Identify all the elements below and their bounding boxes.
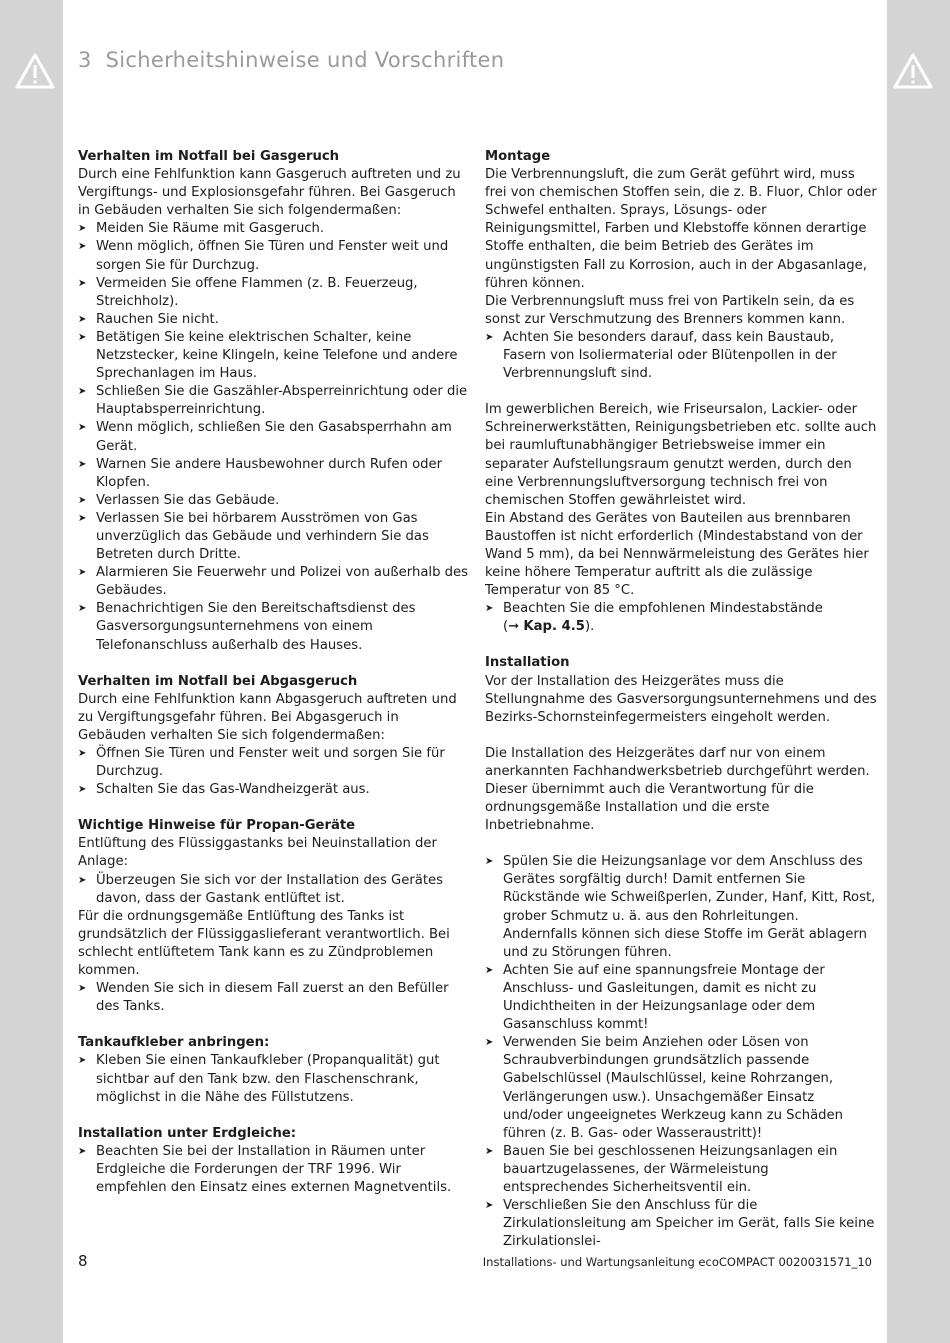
instruction-list: [78, 980, 470, 1016]
chapter-title: Sicherheitshinweise und Vorschriften: [105, 48, 505, 72]
instruction-list: [78, 872, 470, 908]
list-item: ➤ Rauchen Sie nicht.: [78, 311, 470, 329]
section-montage: [485, 148, 877, 636]
section-heading: Wichtige Hinweise für Propan-Geräte: [78, 818, 356, 834]
right-column: [482, 148, 877, 1269]
section-flue-gas-odor: [78, 673, 470, 800]
list-item-text: Beachten Sie die empfohlenen Mindestabstände: [503, 601, 823, 617]
list-item: ➤ Meiden Sie Räume mit Gasgeruch.: [78, 220, 470, 238]
list-item: ➤ Schließen Sie die Gaszähler-Absperreinrichtung oder die Hauptabsperreinrichtung.: [78, 383, 470, 419]
list-item: ➤ Benachrichtigen Sie den Bereitschaftsdienst des Gasversorgungsunternehmens von einem Telefonanschluss außerhalb des Hauses.: [78, 600, 470, 654]
list-item: ➤ Vermeiden Sie offene Flammen (z. B. Feuerzeug, Streichholz).: [78, 275, 470, 311]
list-item: ➤ Öffnen Sie Türen und Fenster weit und sorgen Sie für Durchzug.: [78, 745, 470, 781]
list-item: ➤ Überzeugen Sie sich vor der Installation des Gerätes davon, dass der Gastank entlüftet ist.: [78, 872, 470, 908]
list-item: [485, 600, 877, 636]
list-item: ➤ Betätigen Sie keine elektrischen Schalter, keine Netzstecker, keine Klingeln, keine Telefone und andere Sprechanlagen im Haus.: [78, 329, 470, 383]
warning-triangle-icon: [892, 52, 934, 90]
warning-triangle-icon: [14, 52, 56, 90]
list-item: ➤ Spülen Sie die Heizungsanlage vor dem Anschluss des Gerätes sorgfältig durch! Damit entfernen Sie Rückstände wie Schweißperlen, Zunder, Hanf, Kitt, Rost, grober Schmutz u. ä. aus den Rohrleitungen. Andernfalls können sich diese Stoffe im Gerät ablagern und zu Störungen führen.: [485, 853, 877, 962]
section-heading: Verhalten im Notfall bei Abgasgeruch: [78, 673, 358, 689]
instruction-list: [485, 329, 877, 383]
list-item: ➤ Wenn möglich, schließen Sie den Gasabsperrhahn am Gerät.: [78, 419, 470, 455]
list-item: ➤ Warnen Sie andere Hausbewohner durch Rufen oder Klopfen.: [78, 456, 470, 492]
instruction-list: [485, 853, 877, 1251]
instruction-list: [485, 600, 877, 636]
list-item: ➤ Wenn möglich, öffnen Sie Türen und Fenster weit und sorgen Sie für Durchzug.: [78, 238, 470, 274]
list-item: ➤ Kleben Sie einen Tankaufkleber (Propanqualität) gut sichtbar auf den Tank bzw. den Flaschenschrank, möglichst in die Nähe des Füllstutzens.: [78, 1052, 470, 1106]
document-title: Installations- und Wartungsanleitung ecoCOMPACT 0020031571_10: [482, 1255, 872, 1269]
left-column: [78, 148, 470, 1215]
paren-open: (: [503, 619, 509, 635]
section-below-ground: [78, 1125, 470, 1197]
list-item: ➤ Verlassen Sie bei hörbarem Ausströmen von Gas unverzüglich das Gebäude und verhindern Sie das Betreten durch Dritte.: [78, 510, 470, 564]
list-item: ➤ Wenden Sie sich in diesem Fall zuerst an den Befüller des Tanks.: [78, 980, 470, 1016]
chapter-heading: [78, 48, 504, 72]
arrow-right-icon: ➞: [508, 619, 520, 635]
section-intro: Entlüftung des Flüssiggastanks bei Neuinstallation der Anlage:: [78, 836, 437, 870]
list-item: ➤ Schalten Sie das Gas-Wandheizgerät aus.: [78, 781, 470, 799]
page-number: 8: [78, 1252, 88, 1270]
list-item: ➤ Alarmieren Sie Feuerwehr und Polizei von außerhalb des Gebäudes.: [78, 564, 470, 600]
body-paragraph: Ein Abstand des Gerätes von Bauteilen aus brennbaren Baustoffen ist nicht erforderlich (Mindestabstand von der Wand 5 mm), da bei Nennwärmeleistung des Gerätes hier keine höhere Temperatur auftritt als die zulässige Temperatur von 85 °C.: [485, 510, 869, 599]
section-installation: [485, 654, 877, 1251]
body-paragraph: Im gewerblichen Bereich, wie Friseursalon, Lackier- oder Schreinerwerkstätten, Reinigungsbetrieben etc. sollte auch bei raumluftunabhängiger Betriebsweise immer ein separater Aufstellungsraum genutzt werden, durch den eine Verbrennungsluftversorgung technisch frei von chemischen Stoffen gewährleistet wird.: [485, 402, 877, 508]
left-margin-band: [0, 0, 63, 1343]
section-intro: Durch eine Fehlfunktion kann Gasgeruch auftreten und zu Vergiftungs- und Explosionsgefahr führen. Bei Gasgeruch in Gebäuden verhalten Sie sich folgendermaßen:: [78, 167, 461, 219]
body-paragraph: Vor der Installation des Heizgerätes muss die Stellungnahme des Gasversorgungsunternehmens und des Bezirks-Schornsteinfegermeisters eingeholt werden.: [485, 673, 877, 725]
section-heading: Verhalten im Notfall bei Gasgeruch: [78, 149, 340, 164]
section-gas-odor: [78, 148, 470, 655]
section-heading: Tankaufkleber anbringen:: [78, 1035, 270, 1051]
list-item: ➤ Verschließen Sie den Anschluss für die Zirkulationsleitung am Speicher im Gerät, falls Sie keine Zirkulationslei-: [485, 1197, 877, 1251]
body-paragraph: Für die ordnungsgemäße Entlüftung des Tanks ist grundsätzlich der Flüssiggaslieferant verantwortlich. Bei schlecht entlüftetem Tank kann es zu Zündproblemen kommen.: [78, 908, 450, 979]
right-margin-band: [887, 0, 950, 1343]
section-propane: [78, 817, 470, 1016]
section-heading: Montage: [485, 149, 551, 164]
instruction-list: [78, 745, 470, 799]
instruction-list: [78, 220, 470, 654]
list-item: ➤ Beachten Sie bei der Installation in Räumen unter Erdgleiche die Forderungen der TRF 1996. Wir empfehlen den Einsatz eines externen Magnetventils.: [78, 1143, 470, 1197]
instruction-list: [78, 1143, 470, 1197]
list-item: ➤ Bauen Sie bei geschlossenen Heizungsanlagen ein bauartzugelassenes, der Wärmeleistung entsprechendes Sicherheitsventil ein.: [485, 1143, 877, 1197]
section-tank-sticker: [78, 1034, 470, 1106]
list-item: ➤ Achten Sie besonders darauf, dass kein Baustaub, Fasern von Isoliermaterial oder Blütenpollen in der Verbrennungsluft sind.: [485, 329, 877, 383]
body-paragraph: Die Installation des Heizgerätes darf nur von einem anerkannten Fachhandwerksbetrieb durchgeführt werden. Dieser übernimmt auch die Verantwortung für die ordnungsgemäße Installation und die erste Inbetriebnahme.: [485, 745, 870, 834]
paren-close: ).: [584, 619, 595, 635]
chapter-reference-link[interactable]: Kap. 4.5: [523, 619, 585, 635]
chapter-number: 3: [78, 48, 92, 72]
section-heading: Installation unter Erdgleiche:: [78, 1125, 297, 1141]
body-paragraph: Die Verbrennungsluft muss frei von Partikeln sein, da es sonst zur Verschmutzung des Brenners kommen kann.: [485, 293, 855, 327]
body-paragraph: Die Verbrennungsluft, die zum Gerät geführt wird, muss frei von chemischen Stoffen sein, die z. B. Fluor, Chlor oder Schwefel enthalten. Sprays, Lösungs- oder Reinigungsmittel, Farben und Klebstoffe können derartige Stoffe enthalten, die beim Betrieb des Gerätes im ungünstigsten Fall zu Korrosion, auch in der Abgasanlage, führen können.: [485, 167, 877, 291]
instruction-list: [78, 1052, 470, 1106]
list-item: ➤ Achten Sie auf eine spannungsfreie Montage der Anschluss- und Gasleitungen, damit es nicht zu Undichtheiten in der Heizungsanlage oder dem Gasanschluss kommt!: [485, 962, 877, 1034]
section-heading: Installation: [485, 655, 570, 671]
list-item: ➤ Verlassen Sie das Gebäude.: [78, 492, 470, 510]
list-item: ➤ Verwenden Sie beim Anziehen oder Lösen von Schraubverbindungen grundsätzlich passende Gabelschlüssel (Maulschlüssel, keine Rohrzangen, Verlängerungen usw.). Unsachgemäßer Einsatz und/oder ungeeignetes Werkzeug kann zu Schäden führen (z. B. Gas- oder Wasseraustritt)!: [485, 1034, 877, 1143]
section-intro: Durch eine Fehlfunktion kann Abgasgeruch auftreten und zu Vergiftungsgefahr führen. Bei Abgasgeruch in Gebäuden verhalten Sie sich folgendermaßen:: [78, 691, 457, 743]
